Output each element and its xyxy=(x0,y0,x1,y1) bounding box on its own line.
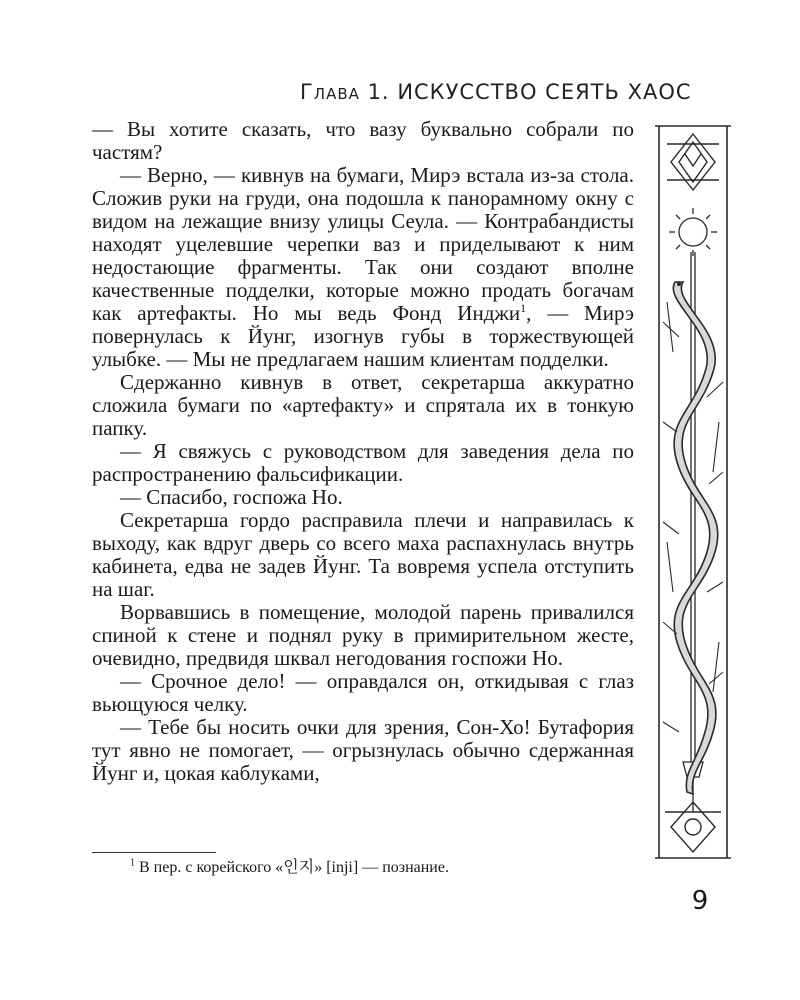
footnote-divider xyxy=(92,852,216,853)
sword-icon xyxy=(683,252,703,812)
dragon-sword-ornament-icon xyxy=(653,122,733,862)
paragraph: Сдержанно кивнув в ответ, секретарша аккуратно сложила бумаги по «артефакту» и спрятала их в тонкую папку. xyxy=(92,370,634,440)
page-number: 9 xyxy=(691,886,709,916)
paragraph: — Я свяжусь с руководством для заведения дела по распространению фальсификации. xyxy=(92,439,634,486)
chapter-label: Глава 1. xyxy=(300,80,390,104)
running-header xyxy=(300,80,720,104)
sun-icon xyxy=(669,208,717,256)
footnote-text: В пер. с корейского «인지» [inji] — познание. xyxy=(139,859,449,876)
paragraph-text: — Верно, — кивнув на бумаги, Мирэ встала из-за стола. Сложив руки на груди, она подошла к панорамному окну с видом на лежащие внизу улицы Сеула. — Контрабандисты находят уцелевшие черепки ваз и приделывают к ним недостающие фрагменты. Так они создают вполне качественные подделки, которые можно продать богачам как артефакты. Но мы ведь Фонд Инджи xyxy=(92,163,634,325)
paragraph: Секретарша гордо расправила плечи и направилась к выходу, как вдруг дверь со всего маха распахнулась внутрь кабинета, едва не задев Йунг. Та вовремя успела отступить на шаг. xyxy=(92,508,634,601)
footnote-ref: 1 xyxy=(520,301,527,315)
paragraph xyxy=(92,164,634,371)
paragraph: Ворвавшись в помещение, молодой парень привалился спиной к стене и поднял руку в примирительном жесте, очевидно, предвидя шквал негодования госпожи Но. xyxy=(92,600,634,670)
paragraph: — Срочное дело! — оправдался он, откидывая с глаз вьющуюся челку. xyxy=(92,669,634,716)
paragraph-text: , — Мирэ повернулась к Йунг, изогнув губы в торжествующей улыбке. — Мы не предлагаем нашим клиентам подделки. xyxy=(92,301,634,371)
top-emblem xyxy=(667,134,719,190)
footnote-mark: 1 xyxy=(130,857,135,869)
chapter-title: ИСКУССТВО СЕЯТЬ ХАОС xyxy=(397,80,692,104)
paragraph: — Тебе бы носить очки для зрения, Сон-Хо! Бутафория тут явно не помогает, — огрызнулась обычно сдержанная Йунг и, цокая каблуками, xyxy=(92,715,634,785)
paragraph: — Спасибо, госпожа Но. xyxy=(120,485,343,509)
paragraph: — Вы хотите сказать, что вазу буквально собрали по частям? xyxy=(92,117,634,164)
body-text xyxy=(92,118,634,785)
footnote xyxy=(130,858,630,878)
